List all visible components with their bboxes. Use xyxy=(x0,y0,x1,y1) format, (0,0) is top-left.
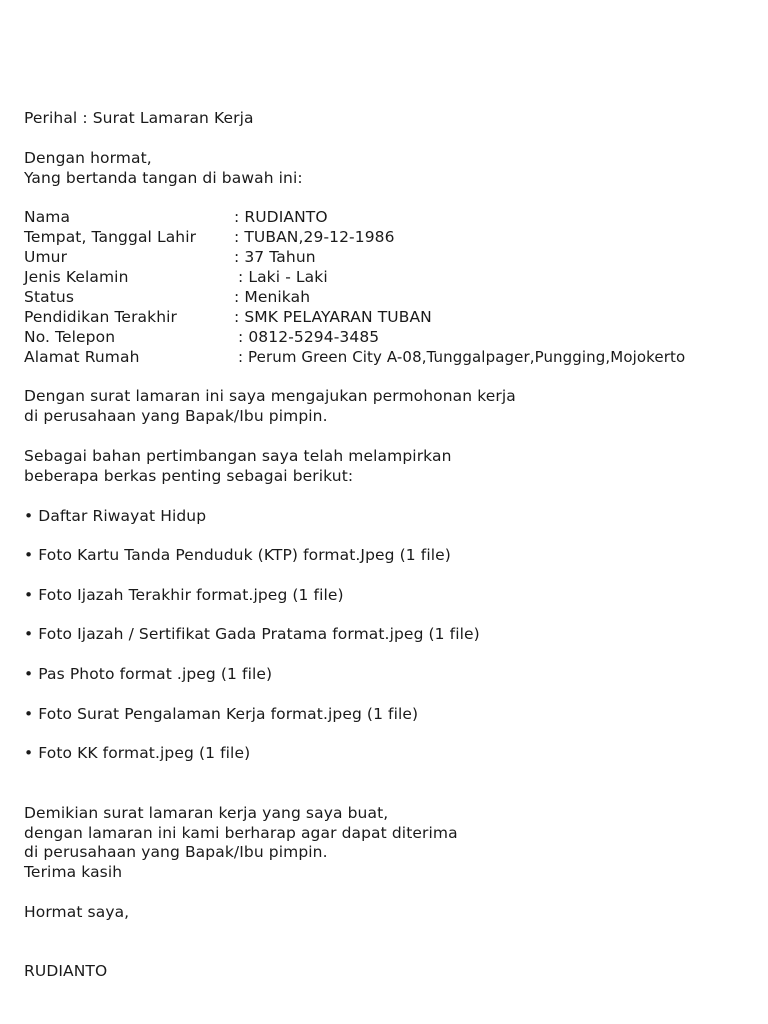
attachment-item: • Foto Ijazah / Sertifikat Gada Pratama format.jpeg (1 file) xyxy=(24,624,480,644)
field-label: Tempat, Tanggal Lahir xyxy=(24,228,197,246)
signature-name: RUDIANTO xyxy=(24,962,108,980)
field-label: Alamat Rumah xyxy=(24,348,140,366)
field-label: Status xyxy=(24,288,74,306)
letter-greeting: Dengan hormat, xyxy=(24,149,152,167)
field-jenis-kelamin xyxy=(24,267,754,287)
attachment-item: • Foto Kartu Tanda Penduduk (KTP) format.Jpeg (1 file) xyxy=(24,545,451,565)
attachment-item: • Foto KK format.jpeg (1 file) xyxy=(24,743,250,763)
field-value: : Laki - Laki xyxy=(238,268,328,286)
field-alamat-rumah xyxy=(24,347,754,367)
closing-line: di perusahaan yang Bapak/Ibu pimpin. xyxy=(24,843,328,861)
field-umur xyxy=(24,247,754,267)
field-label: Umur xyxy=(24,248,68,266)
field-value: : Perum Green City A-08,Tunggalpager,Pungging,Mojokerto xyxy=(238,348,686,366)
field-value: : Menikah xyxy=(234,288,311,306)
paragraph-line: Sebagai bahan pertimbangan saya telah melampirkan xyxy=(24,447,452,465)
field-value: : RUDIANTO xyxy=(234,208,328,226)
field-value: : TUBAN,29-12-1986 xyxy=(234,228,395,246)
field-label: No. Telepon xyxy=(24,328,116,346)
attachment-item: • Pas Photo format .jpeg (1 file) xyxy=(24,664,272,684)
paragraph-line: Dengan surat lamaran ini saya mengajukan permohonan kerja xyxy=(24,387,516,405)
field-nama xyxy=(24,207,754,227)
field-value: : 0812-5294-3485 xyxy=(238,328,380,346)
letter-regards: Hormat saya, xyxy=(24,903,130,921)
closing-line: Terima kasih xyxy=(24,863,123,881)
field-value: : SMK PELAYARAN TUBAN xyxy=(234,308,432,326)
closing-line: dengan lamaran ini kami berharap agar dapat diterima xyxy=(24,824,458,842)
field-label: Nama xyxy=(24,208,71,226)
field-label: Jenis Kelamin xyxy=(24,268,129,286)
field-label: Pendidikan Terakhir xyxy=(24,308,178,326)
field-status xyxy=(24,287,754,307)
attachment-item: • Foto Surat Pengalaman Kerja format.jpeg (1 file) xyxy=(24,704,418,724)
paragraph-line: di perusahaan yang Bapak/Ibu pimpin. xyxy=(24,407,328,425)
letter-subject: Perihal : Surat Lamaran Kerja xyxy=(24,109,254,127)
paragraph-line: beberapa berkas penting sebagai berikut: xyxy=(24,467,354,485)
attachment-item: • Daftar Riwayat Hidup xyxy=(24,506,206,526)
field-tempat-tanggal-lahir xyxy=(24,227,754,247)
letter-intro: Yang bertanda tangan di bawah ini: xyxy=(24,169,303,187)
field-no-telepon xyxy=(24,327,754,347)
closing-line: Demikian surat lamaran kerja yang saya buat, xyxy=(24,804,389,822)
attachment-item: • Foto Ijazah Terakhir format.jpeg (1 file) xyxy=(24,585,344,605)
field-value: : 37 Tahun xyxy=(234,248,316,266)
field-pendidikan-terakhir xyxy=(24,307,754,327)
